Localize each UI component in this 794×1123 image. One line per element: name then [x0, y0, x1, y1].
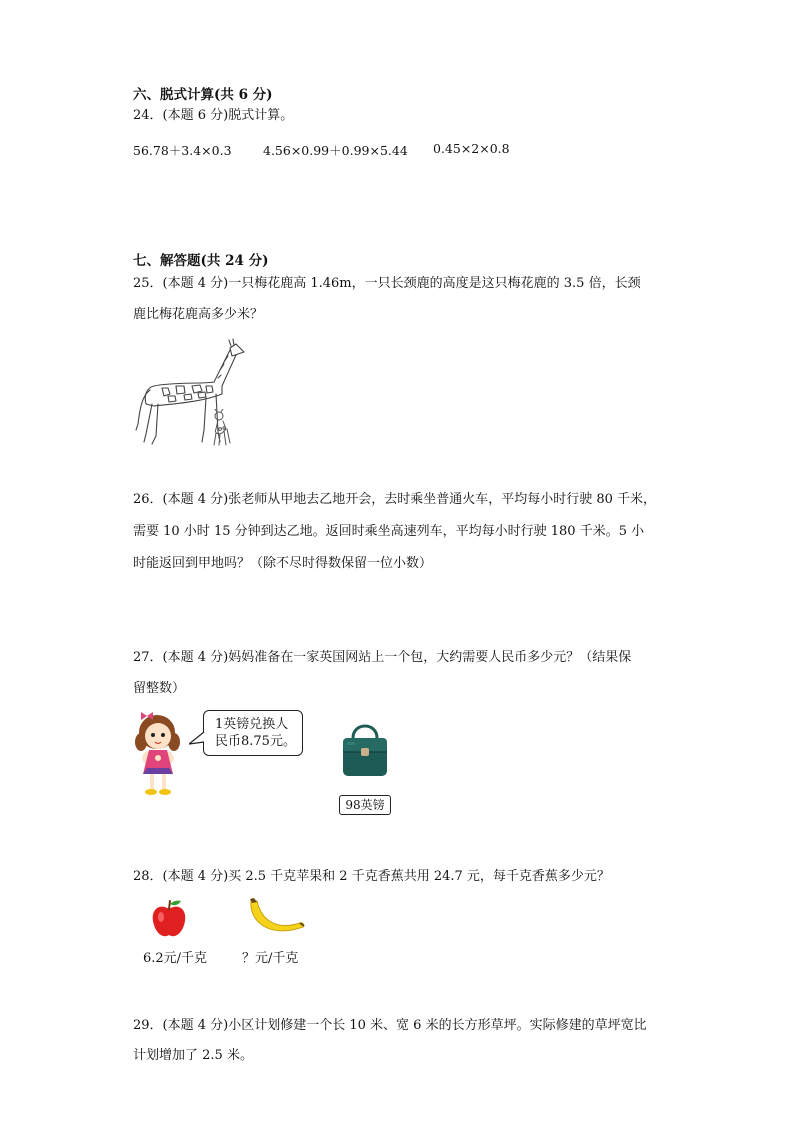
speech-bubble	[203, 710, 303, 756]
bubble-line-1: 1英镑兑换人	[215, 717, 289, 732]
question-29-line-1: 29．(本题 4 分)小区计划修建一个长 10 米、宽 6 米的长方形草坪。实际修建的草坪宽比	[133, 1018, 647, 1033]
question-29-line-2: 计划增加了 2.5 米。	[133, 1048, 253, 1063]
handbag-icon	[339, 718, 391, 780]
price-tag: 98英镑	[339, 795, 391, 815]
question-24-text: 24．(本题 6 分)脱式计算。	[133, 108, 294, 123]
question-25-line-1: 25．(本题 4 分)一只梅花鹿高 1.46m，一只长颈鹿的高度是这只梅花鹿的 3.5 倍，长颈	[133, 276, 641, 291]
bubble-tail	[189, 730, 205, 748]
question-26-line-1: 26．(本题 4 分)张老师从甲地去乙地开会，去时乘坐普通火车，平均每小时行驶 80 千米，	[133, 492, 657, 507]
expression-3: 0.45×2×0.8	[433, 141, 510, 156]
question-26-line-3: 时能返回到甲地吗？（除不尽时得数保留一位小数）	[133, 556, 433, 571]
girl-icon	[133, 712, 189, 800]
section-7-title: 七、解答题(共 24 分)	[133, 253, 269, 269]
apple-icon	[150, 899, 188, 939]
deer-icon	[206, 409, 234, 447]
bubble-line-2: 民币8.75元。	[215, 734, 296, 749]
apple-price-label: 6.2元/千克	[143, 951, 208, 966]
question-28-text: 28．(本题 4 分)买 2.5 千克苹果和 2 千克香蕉共用 24.7 元，每千克香蕉多少元？	[133, 869, 610, 884]
expression-2: 4.56×0.99＋0.99×5.44	[263, 143, 408, 158]
section-6-title: 六、脱式计算(共 6 分)	[133, 87, 273, 103]
banana-price-label: ？元/千克	[242, 951, 299, 966]
question-26-line-2: 需要 10 小时 15 分钟到达乙地。返回时乘坐高速列车，平均每小时行驶 180 千米。5 小	[133, 524, 645, 539]
question-27-line-1: 27．(本题 4 分)妈妈准备在一家英国网站上一个包，大约需要人民币多少元？（结果保	[133, 650, 632, 665]
banana-icon	[245, 897, 307, 941]
question-25-line-2: 鹿比梅花鹿高多少米？	[133, 307, 264, 322]
question-27-line-2: 留整数）	[133, 681, 186, 696]
expression-1: 56.78＋3.4×0.3	[133, 143, 232, 158]
